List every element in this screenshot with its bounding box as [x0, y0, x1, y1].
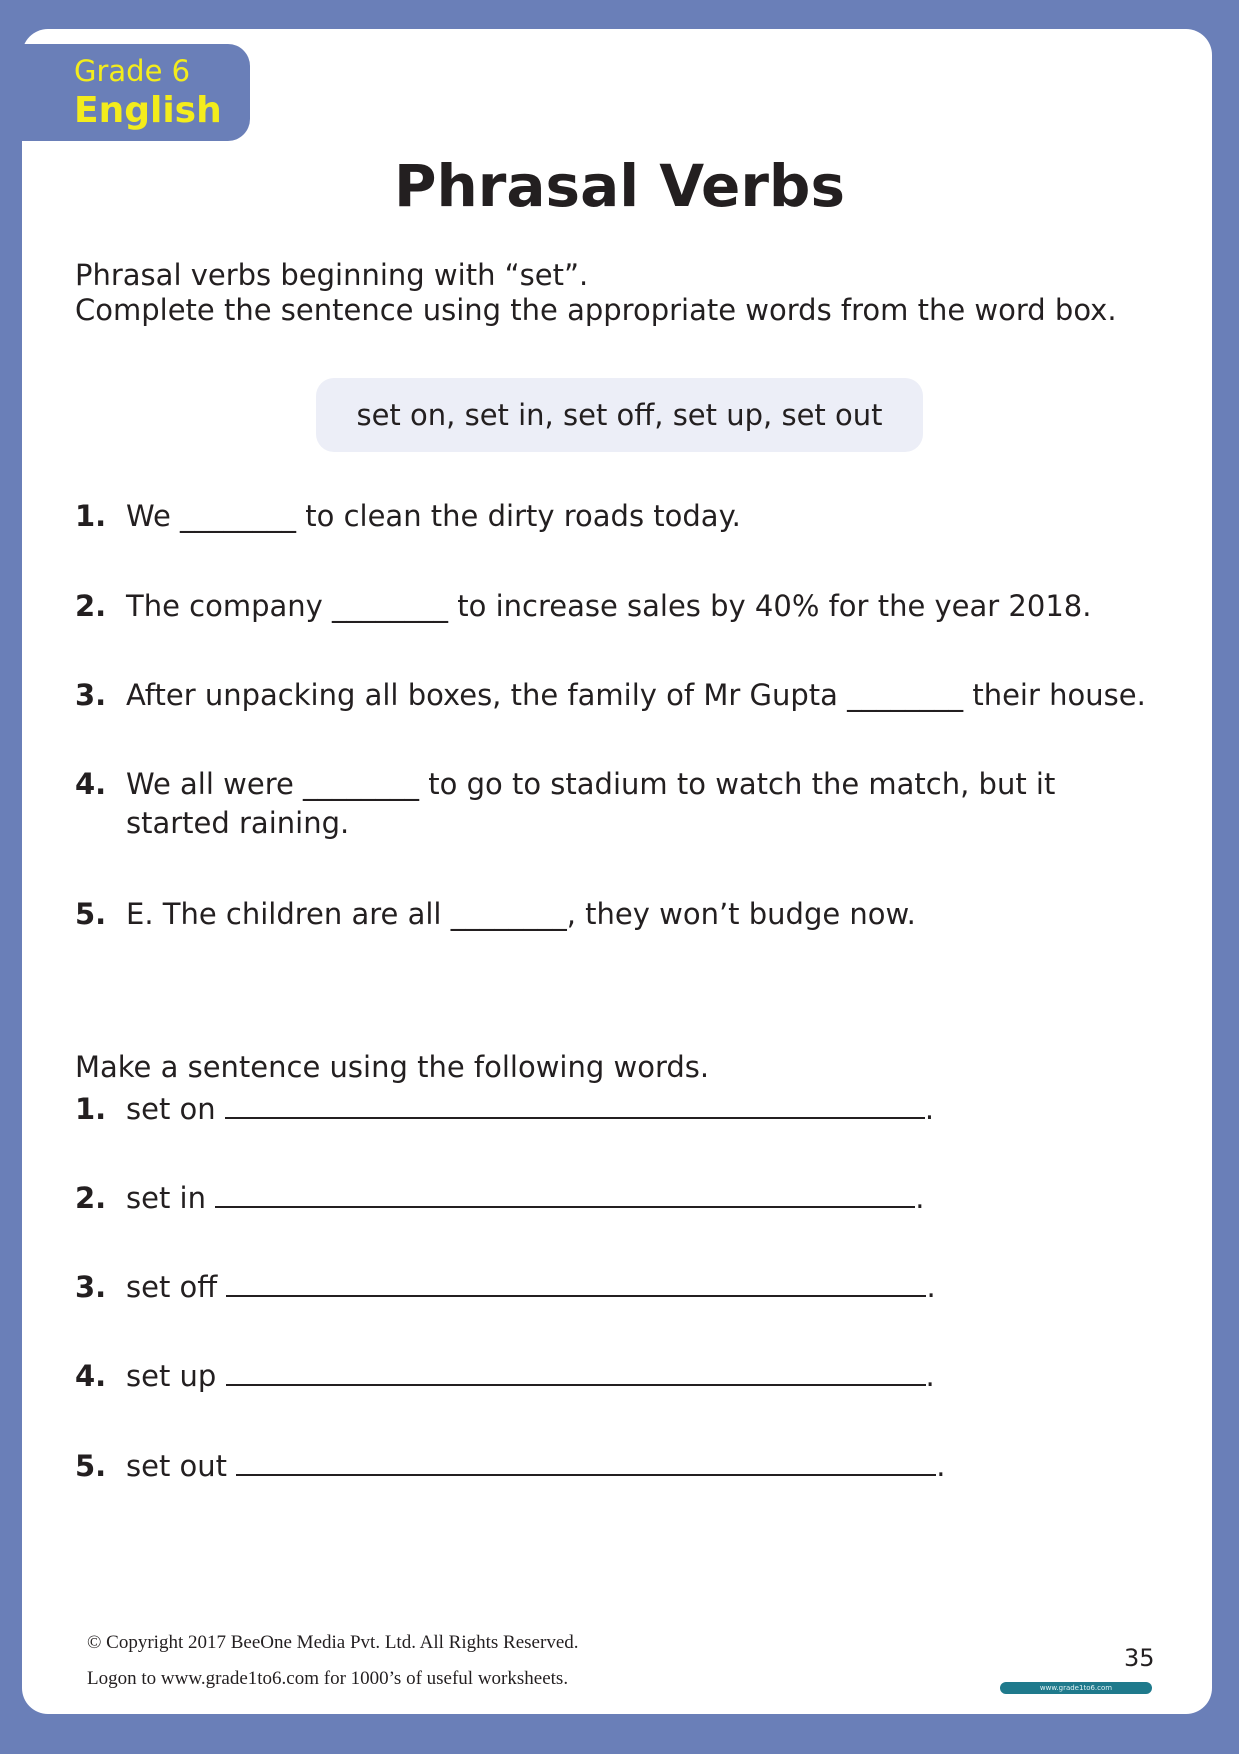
question-text: We ________ to clean the dirty roads today.: [126, 499, 741, 533]
logon-text: Logon to www.grade1to6.com for 1000’s of useful worksheets.: [87, 1668, 569, 1689]
question-3: [75, 676, 1155, 715]
question-number: 2.: [75, 589, 107, 623]
question-text: After unpacking all boxes, the family of Mr Gupta ________ their house.: [126, 678, 1146, 712]
intro-text: [75, 258, 1117, 328]
answer-line[interactable]: [226, 1360, 926, 1386]
answer-line[interactable]: [236, 1450, 936, 1476]
answer-line[interactable]: [225, 1093, 925, 1119]
question-number: 1.: [75, 499, 107, 533]
question-5: [75, 895, 1155, 934]
sentence-item-4: [75, 1358, 935, 1394]
sentence-item-1: [75, 1091, 934, 1127]
sentence-item-2: [75, 1180, 924, 1216]
grade-badge: [22, 44, 250, 141]
item-number: 1.: [75, 1092, 107, 1126]
answer-line[interactable]: [226, 1271, 926, 1297]
page-title: Phrasal Verbs: [394, 152, 845, 220]
question-text: E. The children are all ________, they won’t budge now.: [126, 897, 916, 931]
intro-line-2: Complete the sentence using the appropriate words from the word box.: [75, 293, 1117, 327]
end-mark: .: [926, 1270, 936, 1304]
sentence-item-5: [75, 1448, 945, 1484]
item-label: set off: [126, 1270, 218, 1304]
question-number: 4.: [75, 767, 107, 801]
item-label: set out: [126, 1449, 228, 1483]
word-box: set on, set in, set off, set up, set out: [316, 378, 923, 452]
question-text: The company ________ to increase sales by 40% for the year 2018.: [126, 589, 1092, 623]
item-label: set on: [126, 1092, 216, 1126]
copyright-text: © Copyright 2017 BeeOne Media Pvt. Ltd. All Rights Reserved.: [87, 1632, 579, 1653]
item-number: 3.: [75, 1270, 107, 1304]
question-number: 5.: [75, 897, 107, 931]
question-number: 3.: [75, 678, 107, 712]
item-label: set in: [126, 1181, 206, 1215]
page-number: 35: [1124, 1644, 1155, 1672]
section2-instruction: Make a sentence using the following words.: [75, 1050, 710, 1084]
end-mark: .: [915, 1181, 925, 1215]
subject-label: English: [74, 90, 222, 131]
url-tag: www.grade1to6.com: [1000, 1682, 1152, 1694]
item-label: set up: [126, 1359, 217, 1393]
sentence-item-3: [75, 1269, 936, 1305]
end-mark: .: [924, 1092, 935, 1126]
answer-line[interactable]: [215, 1182, 915, 1208]
end-mark: .: [936, 1449, 946, 1483]
grade-label: Grade 6: [74, 54, 191, 88]
question-1: [75, 497, 1155, 536]
intro-line-1: Phrasal verbs beginning with “set”.: [75, 258, 589, 292]
question-4: [75, 765, 1155, 843]
item-number: 4.: [75, 1359, 107, 1393]
end-mark: .: [925, 1359, 935, 1393]
item-number: 2.: [75, 1181, 107, 1215]
question-text: We all were ________ to go to stadium to watch the match, but it started raining.: [126, 767, 1056, 840]
question-2: [75, 587, 1155, 626]
item-number: 5.: [75, 1449, 107, 1483]
